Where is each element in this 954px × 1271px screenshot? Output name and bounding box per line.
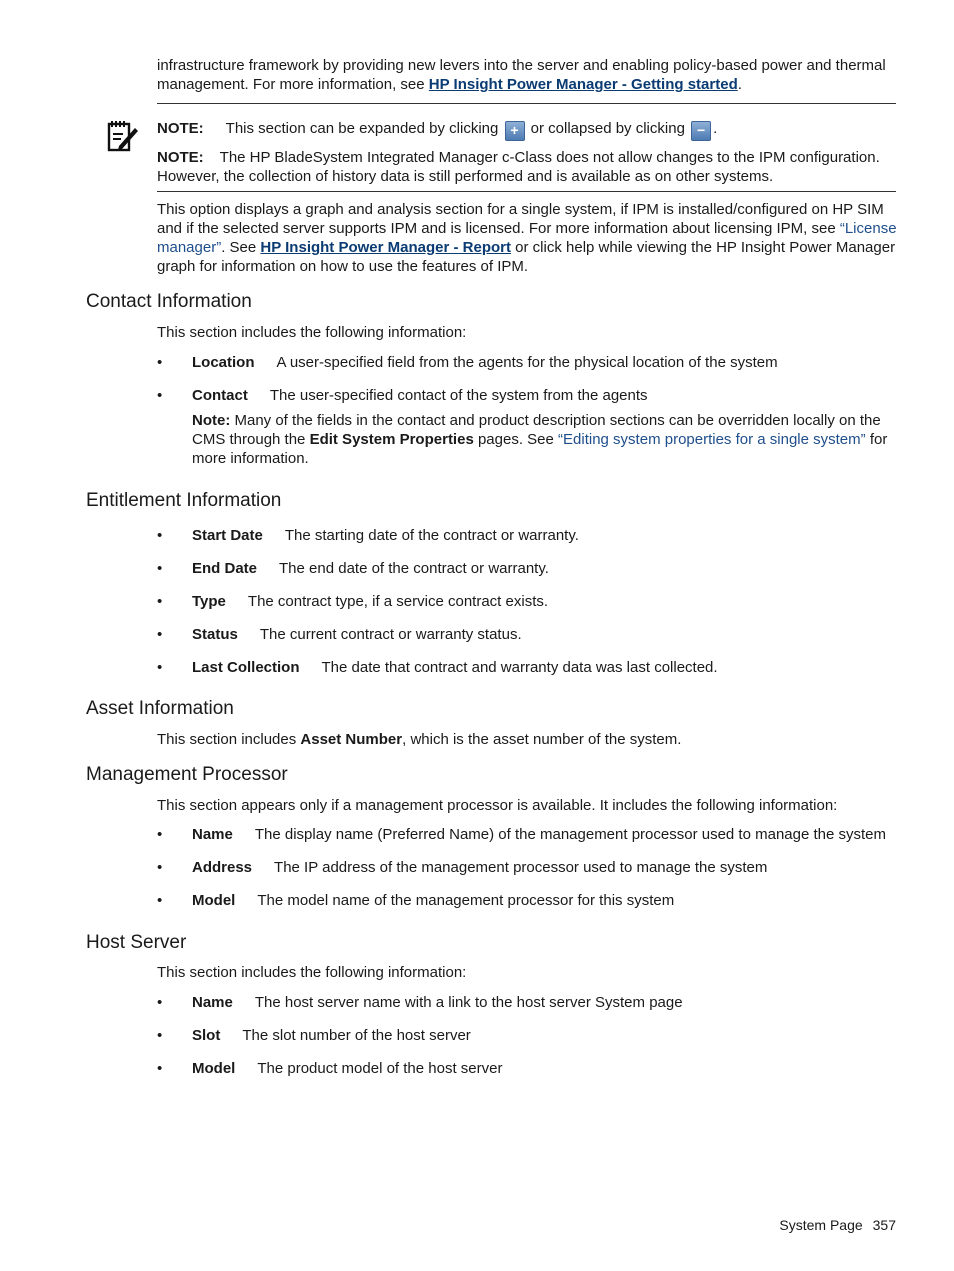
bullet-icon: •	[157, 354, 163, 371]
term: Type	[192, 593, 226, 610]
term: Contact	[192, 387, 248, 404]
term-description: The IP address of the management processor used to manage the system	[274, 859, 768, 876]
term-description: The display name (Preferred Name) of the management processor used to manage the system	[254, 826, 887, 843]
intro-paragraph	[157, 56, 897, 94]
link-power-manager-report[interactable]: HP Insight Power Manager - Report	[260, 239, 511, 256]
note-top-rule	[157, 103, 896, 104]
bullet-icon: •	[157, 1027, 163, 1044]
bullet-icon: •	[157, 593, 163, 610]
bullet-icon: •	[157, 1060, 163, 1077]
heading-asset-information: Asset Information	[86, 698, 234, 719]
bullet-icon: •	[157, 527, 163, 544]
term-description: The end date of the contract or warranty.	[279, 560, 549, 577]
term-description: The slot number of the host server	[242, 1027, 471, 1044]
contact-intro: This section includes the following information:	[157, 324, 467, 341]
note-bold-text: Edit System Properties	[309, 431, 474, 448]
term-description: The host server name with a link to the host server System page	[254, 994, 683, 1011]
term: Model	[192, 892, 236, 909]
bullet-icon: •	[157, 892, 163, 909]
term-description: The date that contract and warranty data was last collected.	[321, 659, 718, 676]
term: Start Date	[192, 527, 263, 544]
note-label: Note:	[192, 412, 231, 429]
term-description: The contract type, if a service contract exists.	[247, 593, 549, 610]
term: Address	[192, 859, 253, 876]
term: Model	[192, 1060, 236, 1077]
term-description: The current contract or warranty status.	[259, 626, 522, 643]
mgmt-intro: This section appears only if a management processor is available. It includes the following information:	[157, 797, 838, 814]
term-description: The product model of the host server	[257, 1060, 503, 1077]
term: Status	[192, 626, 238, 643]
contact-note	[192, 411, 897, 468]
term: Name	[192, 826, 233, 843]
term: Location	[192, 354, 255, 371]
note-text: or collapsed by clicking	[526, 120, 690, 137]
bullet-icon: •	[157, 659, 163, 676]
host-intro: This section includes the following information:	[157, 964, 467, 981]
note-text: Many of the fields in the contact and product description sections can be overridden locally on the CMS through the	[192, 412, 881, 448]
term: Name	[192, 994, 233, 1011]
note-pad-icon	[106, 118, 140, 154]
asset-text: , which is the asset number of the system.	[402, 731, 682, 748]
bullet-icon: •	[157, 826, 163, 843]
expand-plus-icon[interactable]: +	[505, 121, 525, 141]
ipm-text: or click help while viewing the HP Insight Power Manager graph for information on how to use the features of IPM.	[157, 239, 896, 275]
intro-text: infrastructure framework by providing new levers into the server and enabling policy-based power and thermal management. For more information, see	[157, 57, 886, 93]
term: End Date	[192, 560, 258, 577]
heading-management-processor: Management Processor	[86, 764, 288, 785]
bullet-icon: •	[157, 387, 163, 404]
note-ipm-config	[157, 148, 897, 186]
note-label: NOTE:	[157, 149, 204, 166]
collapse-minus-icon[interactable]: −	[691, 121, 711, 141]
asset-paragraph	[157, 730, 897, 749]
bullet-icon: •	[157, 994, 163, 1011]
heading-contact-information: Contact Information	[86, 291, 252, 312]
asset-bold-text: Asset Number	[300, 731, 403, 748]
term-description: The model name of the management processor for this system	[257, 892, 675, 909]
asset-text: This section includes	[157, 731, 301, 748]
note-bottom-rule	[157, 191, 896, 192]
note-text: .	[713, 120, 718, 137]
note-text: This section can be expanded by clicking	[225, 120, 503, 137]
note-expand-collapse	[157, 119, 897, 141]
ipm-text: . See	[221, 239, 261, 256]
bullet-icon: •	[157, 560, 163, 577]
ipm-text: This option displays a graph and analysis section for a single system, if IPM is installed/configured on HP SIM and if the selected server supports IPM and is licensed. For more information about licensing IPM, see	[157, 201, 884, 237]
term-description: A user-specified field from the agents for the physical location of the system	[276, 354, 778, 371]
ipm-paragraph	[157, 200, 897, 276]
term: Last Collection	[192, 659, 300, 676]
note-label: NOTE:	[157, 120, 204, 137]
term-description: The starting date of the contract or warranty.	[284, 527, 579, 544]
note-text: for more information.	[192, 431, 888, 467]
heading-entitlement-information: Entitlement Information	[86, 490, 282, 511]
term-description: The user-specified contact of the system from the agents	[269, 387, 648, 404]
intro-text-end: .	[737, 76, 742, 93]
link-getting-started[interactable]: HP Insight Power Manager - Getting started	[428, 76, 738, 93]
note-text: pages. See	[473, 431, 559, 448]
footer-section-name: System Page	[779, 1217, 863, 1233]
bullet-icon: •	[157, 626, 163, 643]
heading-host-server: Host Server	[86, 932, 187, 953]
link-license-manager[interactable]: “License manager”	[157, 220, 897, 256]
page-footer	[700, 1216, 896, 1235]
term: Slot	[192, 1027, 221, 1044]
bullet-icon: •	[157, 859, 163, 876]
note-text: The HP BladeSystem Integrated Manager c-Class does not allow changes to the IPM configuration. However, the collection of history data is still performed and is available as on other systems.	[157, 149, 880, 185]
page-number: 357	[872, 1217, 896, 1233]
link-editing-system-properties[interactable]: “Editing system properties for a single system”	[558, 431, 866, 448]
